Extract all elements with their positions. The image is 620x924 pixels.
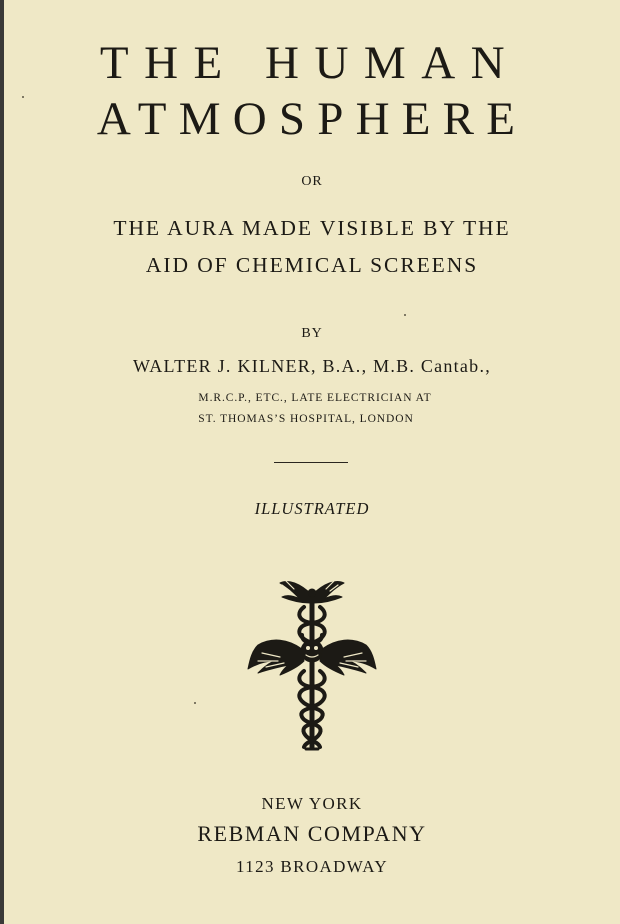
author-credentials-line-1: M.R.C.P., ETC., LATE ELECTRICIAN AT <box>198 392 432 404</box>
book-title-line-1: THE HUMAN <box>99 37 521 89</box>
publisher-name: REBMAN COMPANY <box>197 821 427 846</box>
book-title-line-2: ATMOSPHERE <box>96 93 528 145</box>
paper-speck <box>194 702 196 704</box>
byline: BY <box>301 326 323 341</box>
paper-speck <box>22 96 24 98</box>
author-name: WALTER J. KILNER, B.A., M.B. Cantab., <box>133 356 491 376</box>
author-credentials-line-2: ST. THOMAS’S HOSPITAL, LONDON <box>198 413 414 425</box>
publisher-city: NEW YORK <box>261 794 363 813</box>
divider-rule <box>274 462 348 463</box>
winged-caduceus-icon <box>244 573 380 753</box>
illustrated-note: ILLUSTRATED <box>254 499 370 518</box>
publisher-address: 1123 BROADWAY <box>236 857 388 876</box>
title-page <box>4 0 620 924</box>
subtitle-line-2: AID OF CHEMICAL SCREENS <box>145 253 479 277</box>
title-connector: OR <box>301 174 323 189</box>
subtitle-line-1: THE AURA MADE VISIBLE BY THE <box>113 216 511 240</box>
paper-speck <box>404 314 406 316</box>
